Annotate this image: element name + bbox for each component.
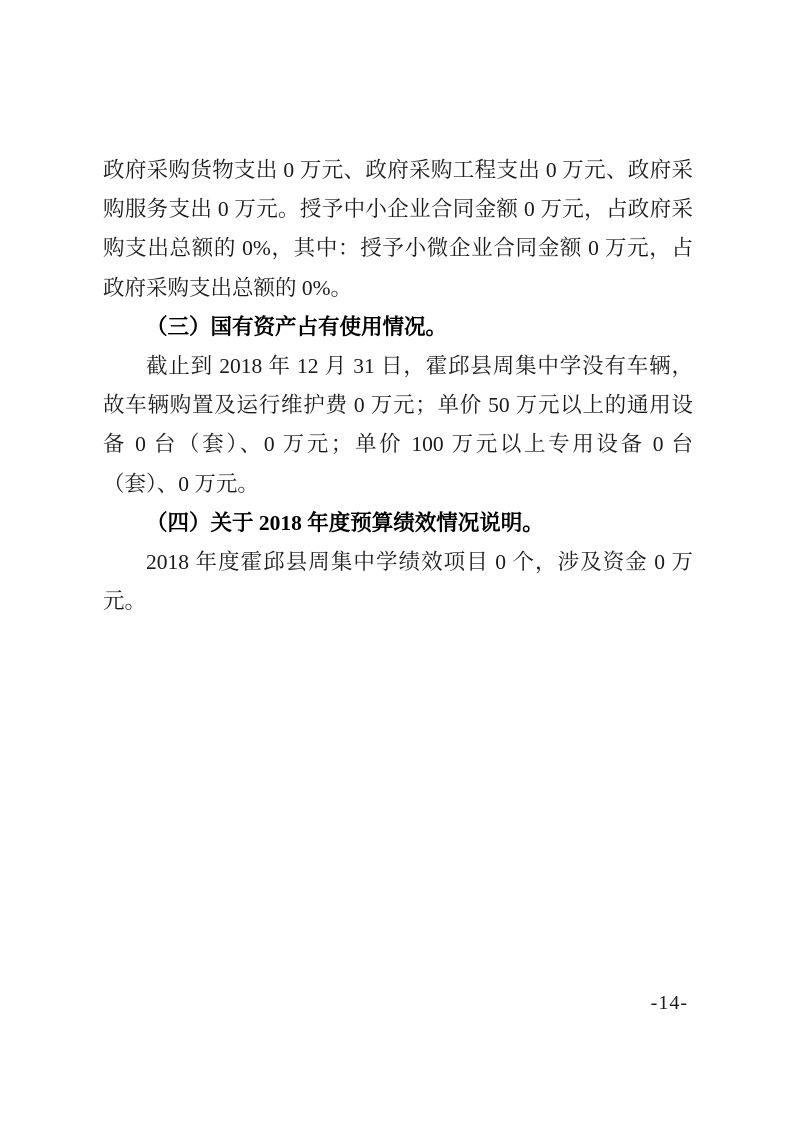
heading-section-4-budget-performance: （四）关于 2018 年度预算绩效情况说明。 [146, 510, 544, 535]
document-body [103, 151, 693, 621]
page-number: -14- [650, 992, 688, 1014]
heading-section-3-state-assets: （三）国有资产占有使用情况。 [146, 314, 448, 339]
paragraph-performance-projects: 2018 年度霍邱县周集中学绩效项目 0 个，涉及资金 0 万元。 [103, 550, 693, 614]
paragraph-state-assets-usage: 截止到 2018 年 12 月 31 日，霍邱县周集中学没有车辆，故车辆购置及运行维护费 0 万元；单价 50 万元以上的通用设备 0 台（套）、0 万元；单价 100 万元以上专用设备 0 台（套）、0 万元。 [103, 354, 693, 496]
paragraph-government-procurement: 政府采购货物支出 0 万元、政府采购工程支出 0 万元、政府采购服务支出 0 万元。授予中小企业合同金额 0 万元，占政府采购支出总额的 0%，其中：授予小微企业合同金额 0 万元，占政府采购支出总额的 0%。 [103, 158, 693, 300]
